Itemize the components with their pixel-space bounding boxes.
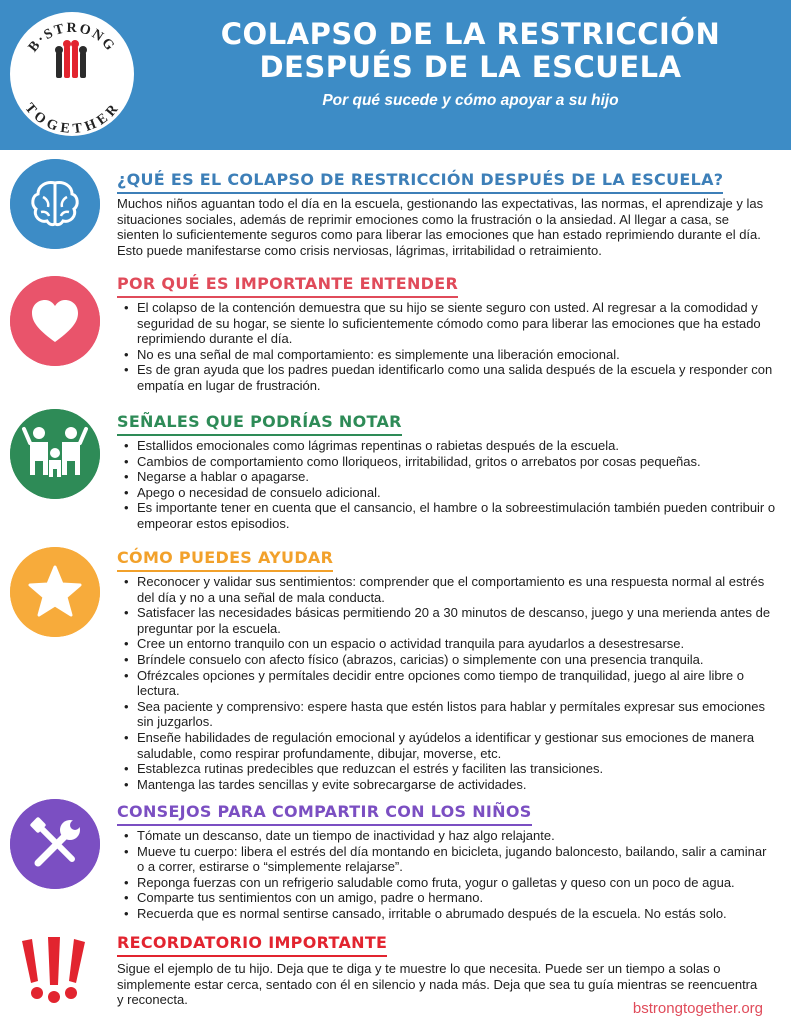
list-item: • Estallidos emocionales como lágrimas repentinas o rabietas después de la escuela. — [137, 438, 777, 454]
list-item: • Sea paciente y comprensivo: espere hasta que estén listos para hablar y permítales expresar sus emociones sin juzgarlos. — [137, 699, 777, 730]
tools-icon — [10, 799, 100, 889]
section-title-tips-for-kids: CONSEJOS PARA COMPARTIR CON LOS NIÑOS — [117, 802, 532, 826]
list-item: • Reponga fuerzas con un refrigerio saludable como fruta, yogur o galletas y queso con un poco de agua. — [137, 875, 777, 891]
list-item: • Enseñe habilidades de regulación emocional y ayúdelos a identificar y gestionar sus emociones de manera saludable, como respirar profundamente, dibujar, moverse, etc. — [137, 730, 777, 761]
list-item: • Comparte tus sentimientos con un amigo, padre o hermano. — [137, 890, 777, 906]
footer-website-link[interactable]: bstrongtogether.org — [632, 1000, 763, 1017]
list-item: • Cree un entorno tranquilo con un espacio o actividad tranquila para ayudarlos a desestresarse. — [137, 636, 777, 652]
list-tips-for-kids — [117, 828, 777, 922]
family-icon — [10, 409, 100, 499]
list-item: • El colapso de la contención demuestra que su hijo se siente seguro con usted. Al regresar a la comodidad y seguridad de su hogar, se siente lo suficientemente cómodo como para liberar las emociones que ha estado reprimiendo durante el día. — [137, 300, 777, 347]
list-how-to-help — [117, 574, 777, 792]
list-item: • Satisfacer las necesidades básicas permitiendo 20 a 30 minutos de descanso, juego y una merienda antes de preguntar por la escuela. — [137, 605, 777, 636]
list-signs — [117, 438, 777, 532]
list-item: • Es de gran ayuda que los padres puedan identificarlo como una salida después de la escuela y responder con empatía en lugar de frustración. — [137, 362, 777, 393]
list-item: • Reconocer y validar sus sentimientos: comprender que el comportamiento es una respuesta normal al estrés del día y no a una señal de mala conducta. — [137, 574, 777, 605]
section-title-why-important: POR QUÉ ES IMPORTANTE ENTENDER — [117, 274, 458, 298]
page-title — [150, 18, 791, 84]
header-banner — [0, 0, 791, 150]
list-item: • Tómate un descanso, date un tiempo de inactividad y haz algo relajante. — [137, 828, 777, 844]
title-line-2: DESPUÉS DE LA ESCUELA — [259, 50, 682, 84]
page-subtitle: Por qué sucede y cómo apoyar a su hijo — [322, 92, 619, 109]
section-paragraph-what-is: Muchos niños aguantan todo el día en la escuela, gestionando las expectativas, las normas, el aprendizaje y las situaciones sociales, además de reprimir emociones como la frustración o la ansiedad. Al llegar a casa, se sienten lo suficientemente seguros como para liberar las emociones que han estado reprimiendo durante el día. Esto puede manifestarse como crisis nerviosas, lágrimas, irritabilidad o retraimiento. — [117, 196, 764, 258]
list-item: • Mantenga las tardes sencillas y evite sobrecargarse de actividades. — [137, 777, 777, 793]
section-title-how-to-help: CÓMO PUEDES AYUDAR — [117, 548, 333, 572]
list-item: • Negarse a hablar o apagarse. — [137, 469, 777, 485]
heart-icon — [10, 276, 100, 366]
section-title-what-is: ¿QUÉ ES EL COLAPSO DE RESTRICCIÓN DESPUÉS DE LA ESCUELA? — [117, 170, 723, 194]
list-item: • No es una señal de mal comportamiento: es simplemente una liberación emocional. — [137, 347, 777, 363]
list-item: • Establezca rutinas predecibles que reduzcan el estrés y faciliten las transiciones. — [137, 761, 777, 777]
list-item: • Cambios de comportamiento como lloriqueos, irritabilidad, gritos o arrebatos por cosas pequeñas. — [137, 454, 777, 470]
list-item: • Es importante tener en cuenta que el cansancio, el hambre o la sobreestimulación también pueden contribuir o empeorar estos episodios. — [137, 500, 777, 531]
exclamation-icon — [18, 935, 90, 1013]
list-why-important — [117, 300, 777, 394]
list-item: • Mueve tu cuerpo: libera el estrés del día montando en bicicleta, jugando baloncesto, bailando, salir a caminar o a correr, estirarse o “simplemente relajarse”. — [137, 844, 777, 875]
list-item: • Bríndele consuelo con afecto físico (abrazos, caricias) o simplemente con una presencia tranquila. — [137, 652, 777, 668]
logo-text-top: B·STRONG — [25, 20, 119, 56]
section-title-signs: SEÑALES QUE PODRÍAS NOTAR — [117, 412, 402, 436]
star-icon — [10, 547, 100, 637]
list-item: • Apego o necesidad de consuelo adicional. — [137, 485, 777, 501]
section-paragraph-reminder: Sigue el ejemplo de tu hijo. Deja que te diga y te muestre lo que necesita. Puede ser un tiempo a solas o simplemente estar cerca, sentado con él en silencio y nada más. Deja que sea tu guía mientras se reencuentra y reconecta. — [117, 961, 758, 1008]
brain-icon — [10, 159, 100, 249]
title-line-1: COLAPSO DE LA RESTRICCIÓN — [220, 17, 721, 51]
bstrong-together-logo — [8, 10, 136, 138]
section-title-reminder: RECORDATORIO IMPORTANTE — [117, 933, 387, 957]
list-item: • Recuerda que es normal sentirse cansado, irritable o abrumado después de la escuela. No estás solo. — [137, 906, 777, 922]
list-item: • Ofrézcales opciones y permítales decidir entre opciones como tiempo de tranquilidad, juego al aire libre o lectura. — [137, 668, 777, 699]
logo-text-bottom: TOGETHER — [21, 100, 123, 138]
